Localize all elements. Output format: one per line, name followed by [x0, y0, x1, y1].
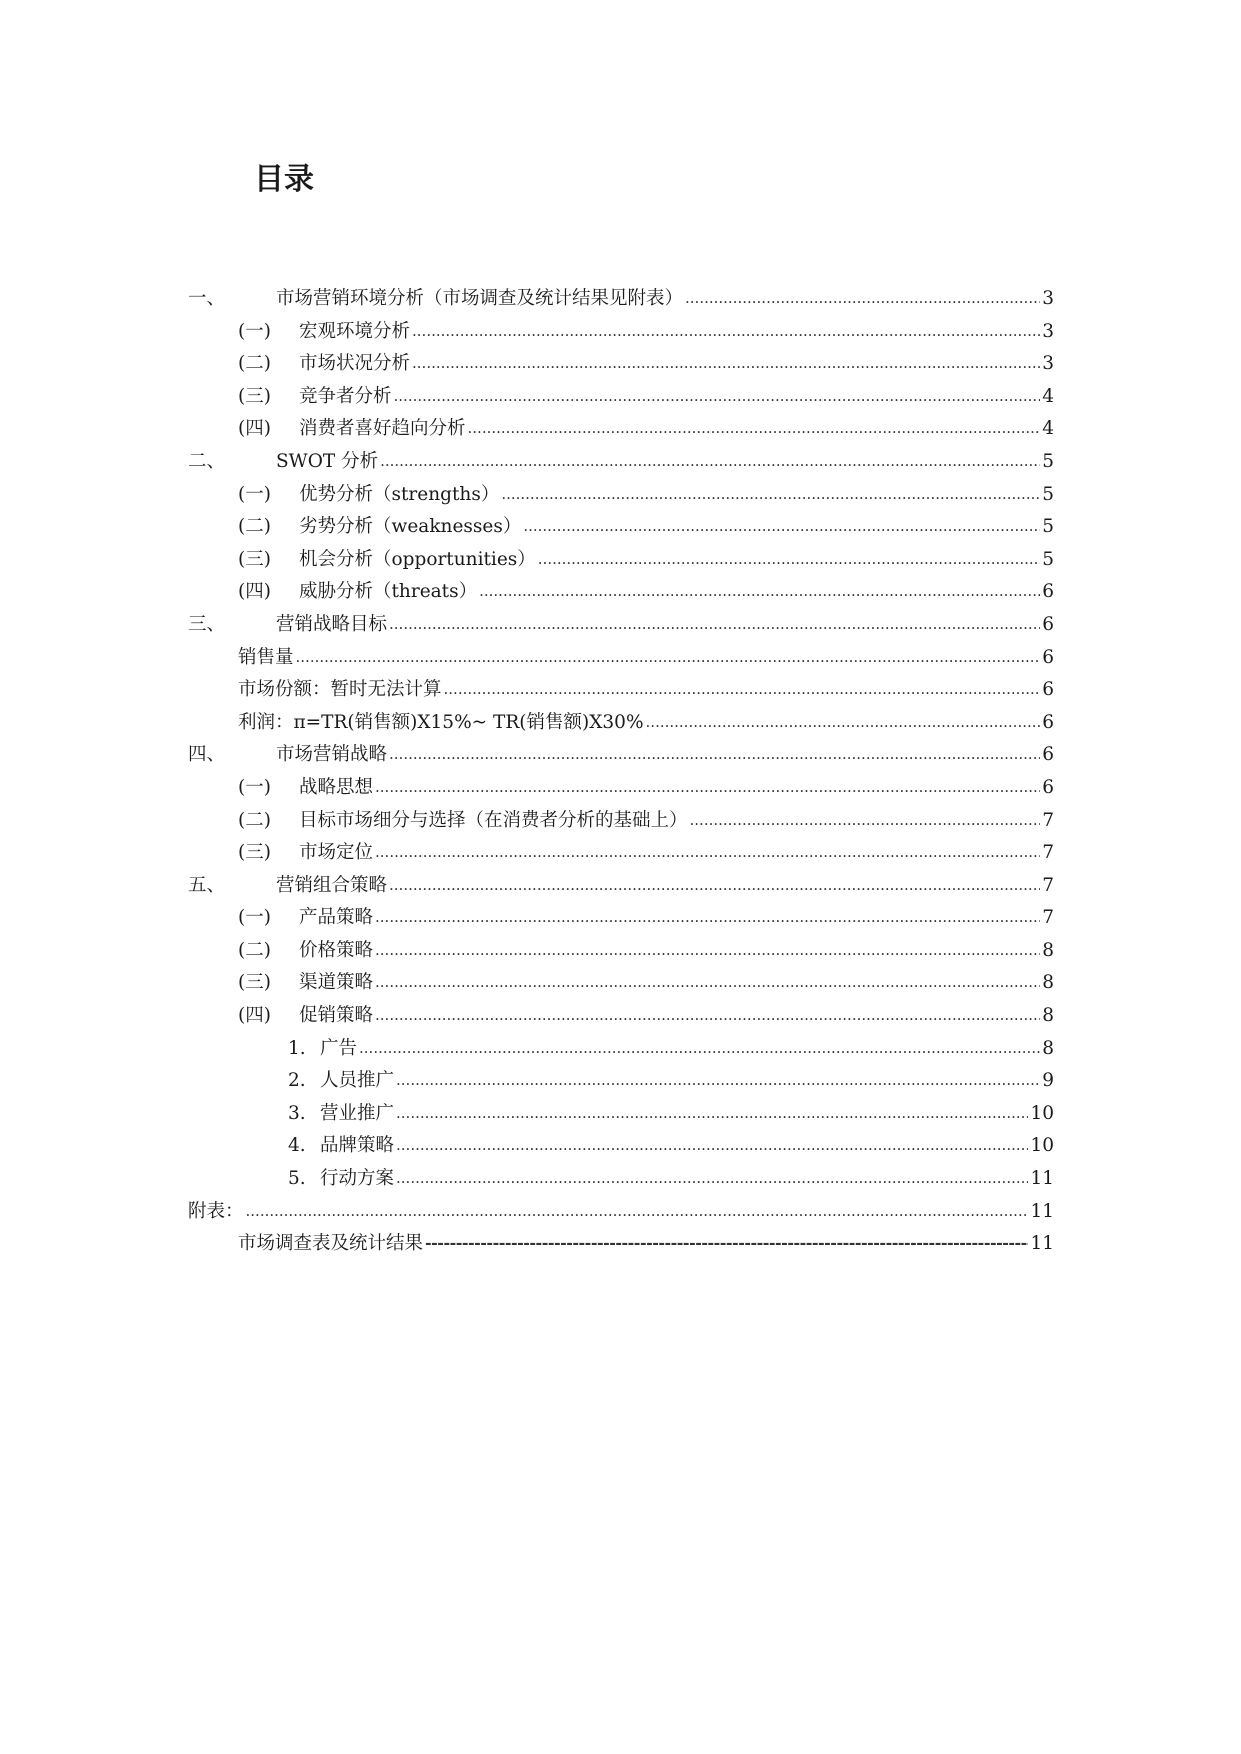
toc-label: 威胁分析（threats）	[299, 581, 478, 603]
toc-label: 销售量	[238, 646, 294, 668]
toc-label: 附表：	[188, 1200, 244, 1222]
dot-leader	[375, 901, 1040, 934]
toc-label: 市场调查表及统计结果	[238, 1233, 424, 1255]
toc-label: 价格策略	[299, 939, 374, 961]
toc-entry-16[interactable]	[188, 772, 1054, 805]
toc-entry-26[interactable]	[188, 1098, 1054, 1131]
toc-label: 优势分析（strengths）	[299, 483, 500, 505]
dot-leader	[396, 1129, 1028, 1162]
toc-marker: 5.	[288, 1168, 306, 1190]
dash-leader	[425, 1227, 1028, 1260]
toc-label: 战略思想	[299, 776, 374, 798]
dot-leader	[389, 608, 1040, 641]
toc-label: 市场定位	[299, 842, 374, 864]
toc-label: 利润：π=TR(销售额)X15%~ TR(销售额)X30%	[238, 711, 644, 733]
toc-label: 渠道策略	[299, 972, 374, 994]
dot-leader	[375, 999, 1040, 1032]
dot-leader	[375, 836, 1040, 869]
toc-entry-9[interactable]	[188, 544, 1054, 577]
toc-marker: (四)	[238, 581, 271, 603]
toc-entry-20[interactable]	[188, 902, 1054, 935]
dot-leader	[296, 641, 1041, 674]
toc-page-number: 6	[1042, 776, 1054, 798]
toc-page-number: 3	[1042, 288, 1054, 309]
dot-leader	[444, 673, 1041, 706]
toc-label: SWOT 分析	[276, 450, 379, 472]
dot-leader	[412, 315, 1040, 348]
toc-marker: (二)	[238, 516, 271, 538]
toc-entry-24[interactable]	[188, 1033, 1054, 1066]
page-title: 目录	[254, 162, 314, 197]
dot-leader	[523, 510, 1040, 543]
toc-page-number: 6	[1042, 646, 1054, 668]
toc-label: 消费者喜好趋向分析	[299, 418, 466, 440]
toc-marker: (三)	[238, 385, 271, 407]
toc-page-number: 11	[1030, 1233, 1054, 1255]
dot-leader	[412, 347, 1040, 380]
toc-page-number: 8	[1042, 972, 1054, 994]
toc-marker: (一)	[238, 776, 271, 798]
toc-entry-13[interactable]	[188, 674, 1054, 707]
toc-page-number: 6	[1042, 744, 1054, 766]
toc-marker: (三)	[238, 548, 271, 570]
toc-marker: (一)	[238, 907, 271, 929]
toc-marker: (四)	[238, 418, 271, 440]
toc-page-number: 6	[1042, 581, 1054, 603]
toc-entry-23[interactable]	[188, 1000, 1054, 1033]
toc-page-number: 6	[1042, 711, 1054, 733]
dot-leader	[690, 804, 1041, 837]
toc-page-number: 10	[1030, 1135, 1054, 1157]
toc-page-number: 8	[1042, 1037, 1054, 1059]
dot-leader	[359, 1032, 1040, 1065]
toc-page-number: 3	[1042, 353, 1054, 375]
toc-page-number: 7	[1042, 842, 1054, 864]
toc-marker: (三)	[238, 842, 271, 864]
toc-entry-14[interactable]	[188, 707, 1054, 740]
toc-marker: 二、	[188, 450, 226, 472]
toc-marker: (二)	[238, 809, 271, 831]
dot-leader	[501, 478, 1040, 511]
toc-entry-1[interactable]	[188, 283, 1054, 316]
toc-marker: 4.	[288, 1135, 306, 1157]
toc-marker: 五、	[188, 874, 226, 896]
dot-leader	[685, 282, 1040, 315]
toc-marker: 3.	[288, 1102, 306, 1124]
toc-label: 市场份额：暂时无法计算	[238, 679, 442, 701]
toc-label: 市场营销环境分析（市场调查及统计结果见附表）	[276, 288, 684, 309]
toc-entry-3[interactable]	[188, 348, 1054, 381]
table-of-contents	[188, 283, 1054, 1261]
toc-label: 市场状况分析	[299, 353, 411, 375]
toc-marker: (一)	[238, 320, 271, 342]
toc-entry-25[interactable]	[188, 1065, 1054, 1098]
dot-leader	[375, 771, 1040, 804]
toc-page-number: 8	[1042, 1005, 1054, 1027]
toc-page-number: 11	[1030, 1200, 1054, 1222]
toc-entry-27[interactable]	[188, 1130, 1054, 1163]
dot-leader	[396, 1162, 1028, 1195]
toc-entry-17[interactable]	[188, 805, 1054, 838]
toc-page-number: 8	[1042, 939, 1054, 961]
toc-label: 营销组合策略	[276, 874, 388, 896]
toc-marker: 1.	[288, 1037, 306, 1059]
dot-leader	[479, 575, 1040, 608]
toc-entry-22[interactable]	[188, 967, 1054, 1000]
toc-entry-28[interactable]	[188, 1163, 1054, 1196]
toc-entry-18[interactable]	[188, 837, 1054, 870]
toc-entry-2[interactable]	[188, 316, 1054, 349]
toc-entry-12[interactable]	[188, 642, 1054, 675]
dot-leader	[396, 1097, 1028, 1130]
toc-label: 竞争者分析	[299, 385, 392, 407]
toc-page-number: 9	[1042, 1070, 1054, 1092]
toc-page-number: 10	[1030, 1102, 1054, 1124]
toc-entry-21[interactable]	[188, 935, 1054, 968]
toc-page-number: 3	[1042, 320, 1054, 342]
toc-label: 机会分析（opportunities）	[299, 548, 536, 570]
toc-entry-4[interactable]	[188, 381, 1054, 414]
dot-leader	[375, 966, 1040, 999]
toc-marker: 四、	[188, 744, 226, 766]
toc-page-number: 4	[1042, 385, 1054, 407]
toc-page-number: 7	[1042, 809, 1054, 831]
toc-marker: (二)	[238, 353, 271, 375]
dot-leader	[380, 445, 1040, 478]
toc-page-number: 4	[1042, 418, 1054, 440]
dot-leader	[389, 869, 1040, 902]
toc-marker: 2.	[288, 1070, 306, 1092]
toc-page-number: 6	[1042, 679, 1054, 701]
toc-page-number: 5	[1042, 548, 1054, 570]
toc-label: 行动方案	[320, 1168, 395, 1190]
dot-leader	[389, 738, 1040, 771]
toc-entry-8[interactable]	[188, 511, 1054, 544]
toc-page-number: 7	[1042, 907, 1054, 929]
toc-label: 促销策略	[299, 1005, 374, 1027]
toc-page-number: 7	[1042, 874, 1054, 896]
toc-page-number: 6	[1042, 613, 1054, 635]
toc-label: 宏观环境分析	[299, 320, 411, 342]
toc-entry-5[interactable]	[188, 413, 1054, 446]
toc-page-number: 5	[1042, 450, 1054, 472]
toc-entry-11[interactable]	[188, 609, 1054, 642]
toc-marker: (一)	[238, 483, 271, 505]
dot-leader	[538, 543, 1040, 576]
toc-entry-10[interactable]	[188, 576, 1054, 609]
toc-page-number: 5	[1042, 483, 1054, 505]
toc-entry-6[interactable]	[188, 446, 1054, 479]
dot-leader	[468, 412, 1041, 445]
toc-label: 营销战略目标	[276, 613, 388, 635]
toc-page-number: 11	[1030, 1168, 1054, 1190]
toc-entry-30[interactable]	[188, 1228, 1054, 1261]
toc-entry-15[interactable]	[188, 739, 1054, 772]
dot-leader	[375, 934, 1040, 967]
toc-marker: (二)	[238, 939, 271, 961]
toc-label: 广告	[320, 1037, 358, 1059]
toc-label: 品牌策略	[320, 1135, 395, 1157]
dot-leader	[646, 706, 1041, 739]
toc-label: 人员推广	[320, 1070, 395, 1092]
toc-entry-29[interactable]	[188, 1196, 1054, 1229]
dot-leader	[394, 380, 1041, 413]
toc-label: 目标市场细分与选择（在消费者分析的基础上）	[299, 809, 688, 831]
toc-marker: (三)	[238, 972, 271, 994]
toc-marker: (四)	[238, 1005, 271, 1027]
dot-leader	[396, 1064, 1040, 1097]
toc-marker: 三、	[188, 613, 226, 635]
dot-leader	[246, 1195, 1029, 1228]
toc-label: 市场营销战略	[276, 744, 388, 766]
toc-label: 营业推广	[320, 1102, 395, 1124]
toc-page-number: 5	[1042, 516, 1054, 538]
toc-marker: 一、	[188, 288, 226, 309]
toc-label: 劣势分析（weaknesses）	[299, 516, 522, 538]
toc-label: 产品策略	[299, 907, 374, 929]
toc-entry-19[interactable]	[188, 870, 1054, 903]
toc-entry-7[interactable]	[188, 479, 1054, 512]
